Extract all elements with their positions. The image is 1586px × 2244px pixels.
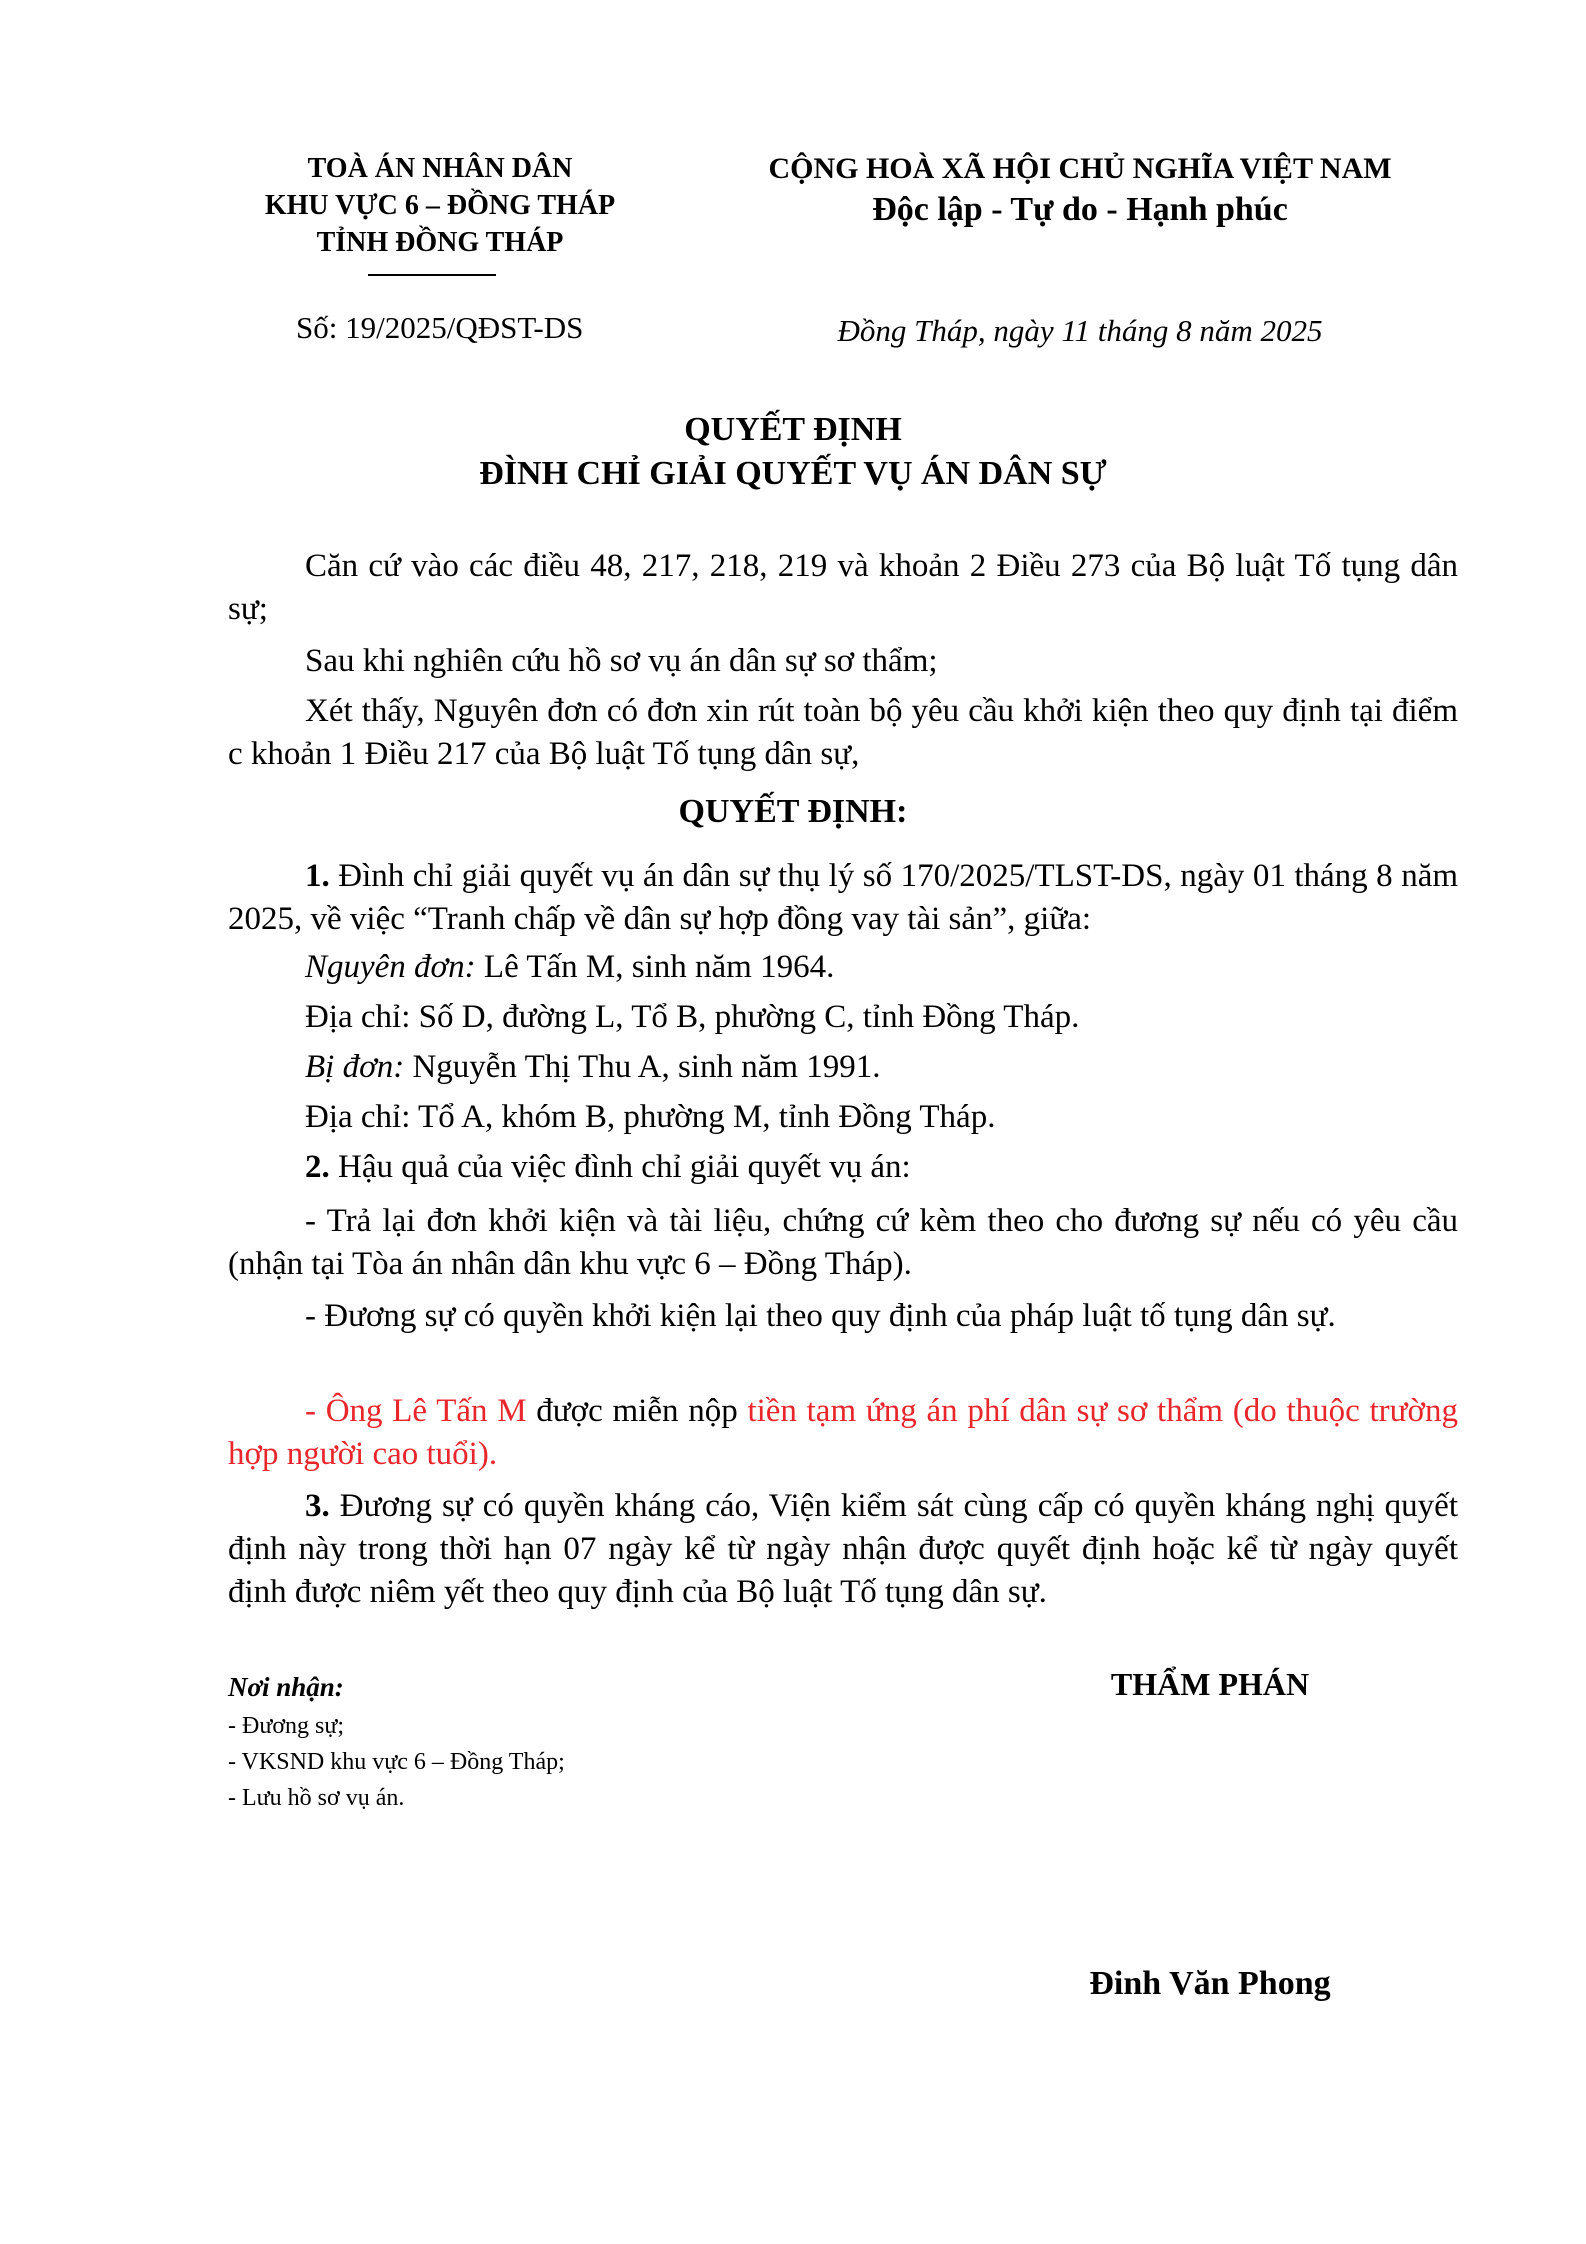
basis-paragraph-2: Sau khi nghiên cứu hồ sơ vụ án dân sự sơ thẩm; [305,643,938,679]
signer-role: THẨM PHÁN [1110,1666,1310,1702]
document-number: Số: 19/2025/QĐST-DS [296,310,584,345]
fee-exemption-verb: được miễn nộp [526,1393,748,1429]
defendant-label: Bị đơn: [305,1049,405,1085]
item-2 [228,1146,1458,1189]
item-3-text: Đương sự có quyền kháng cáo, Viện kiểm sát cùng cấp có quyền kháng nghị quyết định này trong thời hạn 07 ngày kể từ ngày nhận được quyết định hoặc kể từ ngày quyết định được niêm yết theo quy định của Bộ luật Tố tụng dân sự. [228,1488,1459,1610]
consequence-3 [228,1390,1458,1476]
nation-block [700,150,1460,232]
fee-exemption-detail: tiền tạm ứng án phí dân sự sơ thẩm (do thuộc trường hợp người cao tuổi). [228,1393,1458,1472]
recipients-title: Nơi nhận: [228,1672,344,1702]
consequence-1: - Trả lại đơn khởi kiện và tài liệu, chứng cứ kèm theo cho đương sự nếu có yêu cầu (nhận tại Tòa án nhân dân khu vực 6 – Đồng Tháp). [228,1203,1458,1282]
court-line-2: KHU VỰC 6 – ĐỒNG THÁP [264,190,616,221]
issue-date: Đồng Tháp, ngày 11 tháng 8 năm 2025 [837,313,1323,348]
fee-exemption-person: - Ông Lê Tấn M [305,1393,527,1429]
court-name-block [190,150,690,261]
defendant-address: Địa chỉ: Tổ A, khóm B, phường M, tỉnh Đồng Tháp. [305,1099,996,1135]
court-line-1: TOÀ ÁN NHÂN DÂN [307,153,573,184]
nation-title: CỘNG HOÀ XÃ HỘI CHỦ NGHĨA VIỆT NAM [768,152,1392,185]
item-2-number: 2. [305,1149,330,1185]
plaintiff-value: Lê Tấn M, sinh năm 1964. [483,949,835,985]
court-underline [368,274,496,276]
doc-title-line1: QUYẾT ĐỊNH [684,411,902,448]
item-1 [228,855,1458,941]
basis-paragraph-3: Xét thấy, Nguyên đơn có đơn xin rút toàn bộ yêu cầu khởi kiện theo quy định tại điểm c khoản 1 Điều 217 của Bộ luật Tố tụng dân sự, [228,693,1458,772]
recipient-item: - Lưu hồ sơ vụ án. [228,1785,405,1811]
item-1-number: 1. [305,858,330,894]
nation-motto: Độc lập - Tự do - Hạnh phúc [872,191,1288,228]
item-3 [228,1485,1458,1614]
item-3-number: 3. [305,1488,330,1524]
defendant-value: Nguyễn Thị Thu A, sinh năm 1991. [412,1049,881,1085]
recipient-item: - Đương sự; [228,1713,345,1739]
item-1-text: Đình chỉ giải quyết vụ án dân sự thụ lý số 170/2025/TLST-DS, ngày 01 tháng 8 năm 2025, về việc “Tranh chấp về dân sự hợp đồng vay tài sản”, giữa: [228,858,1459,937]
signer-name: Đinh Văn Phong [1089,1965,1331,2002]
defendant-line [228,1046,1458,1089]
plaintiff-line [228,946,1458,989]
recipient-item: - VKSND khu vực 6 – Đồng Tháp; [228,1749,565,1775]
court-line-3: TỈNH ĐỒNG THÁP [316,227,564,258]
basis-paragraph-1: Căn cứ vào các điều 48, 217, 218, 219 và khoản 2 Điều 273 của Bộ luật Tố tụng dân sự; [228,548,1458,627]
item-2-text: Hậu quả của việc đình chỉ giải quyết vụ án: [338,1149,911,1185]
plaintiff-label: Nguyên đơn: [305,949,476,985]
doc-title-line2: ĐÌNH CHỈ GIẢI QUYẾT VỤ ÁN DÂN SỰ [479,455,1107,492]
plaintiff-address: Địa chỉ: Số D, đường L, Tổ B, phường C, tỉnh Đồng Tháp. [305,999,1080,1035]
decision-heading: QUYẾT ĐỊNH: [678,793,908,830]
consequence-2: - Đương sự có quyền khởi kiện lại theo quy định của pháp luật tố tụng dân sự. [305,1298,1336,1334]
